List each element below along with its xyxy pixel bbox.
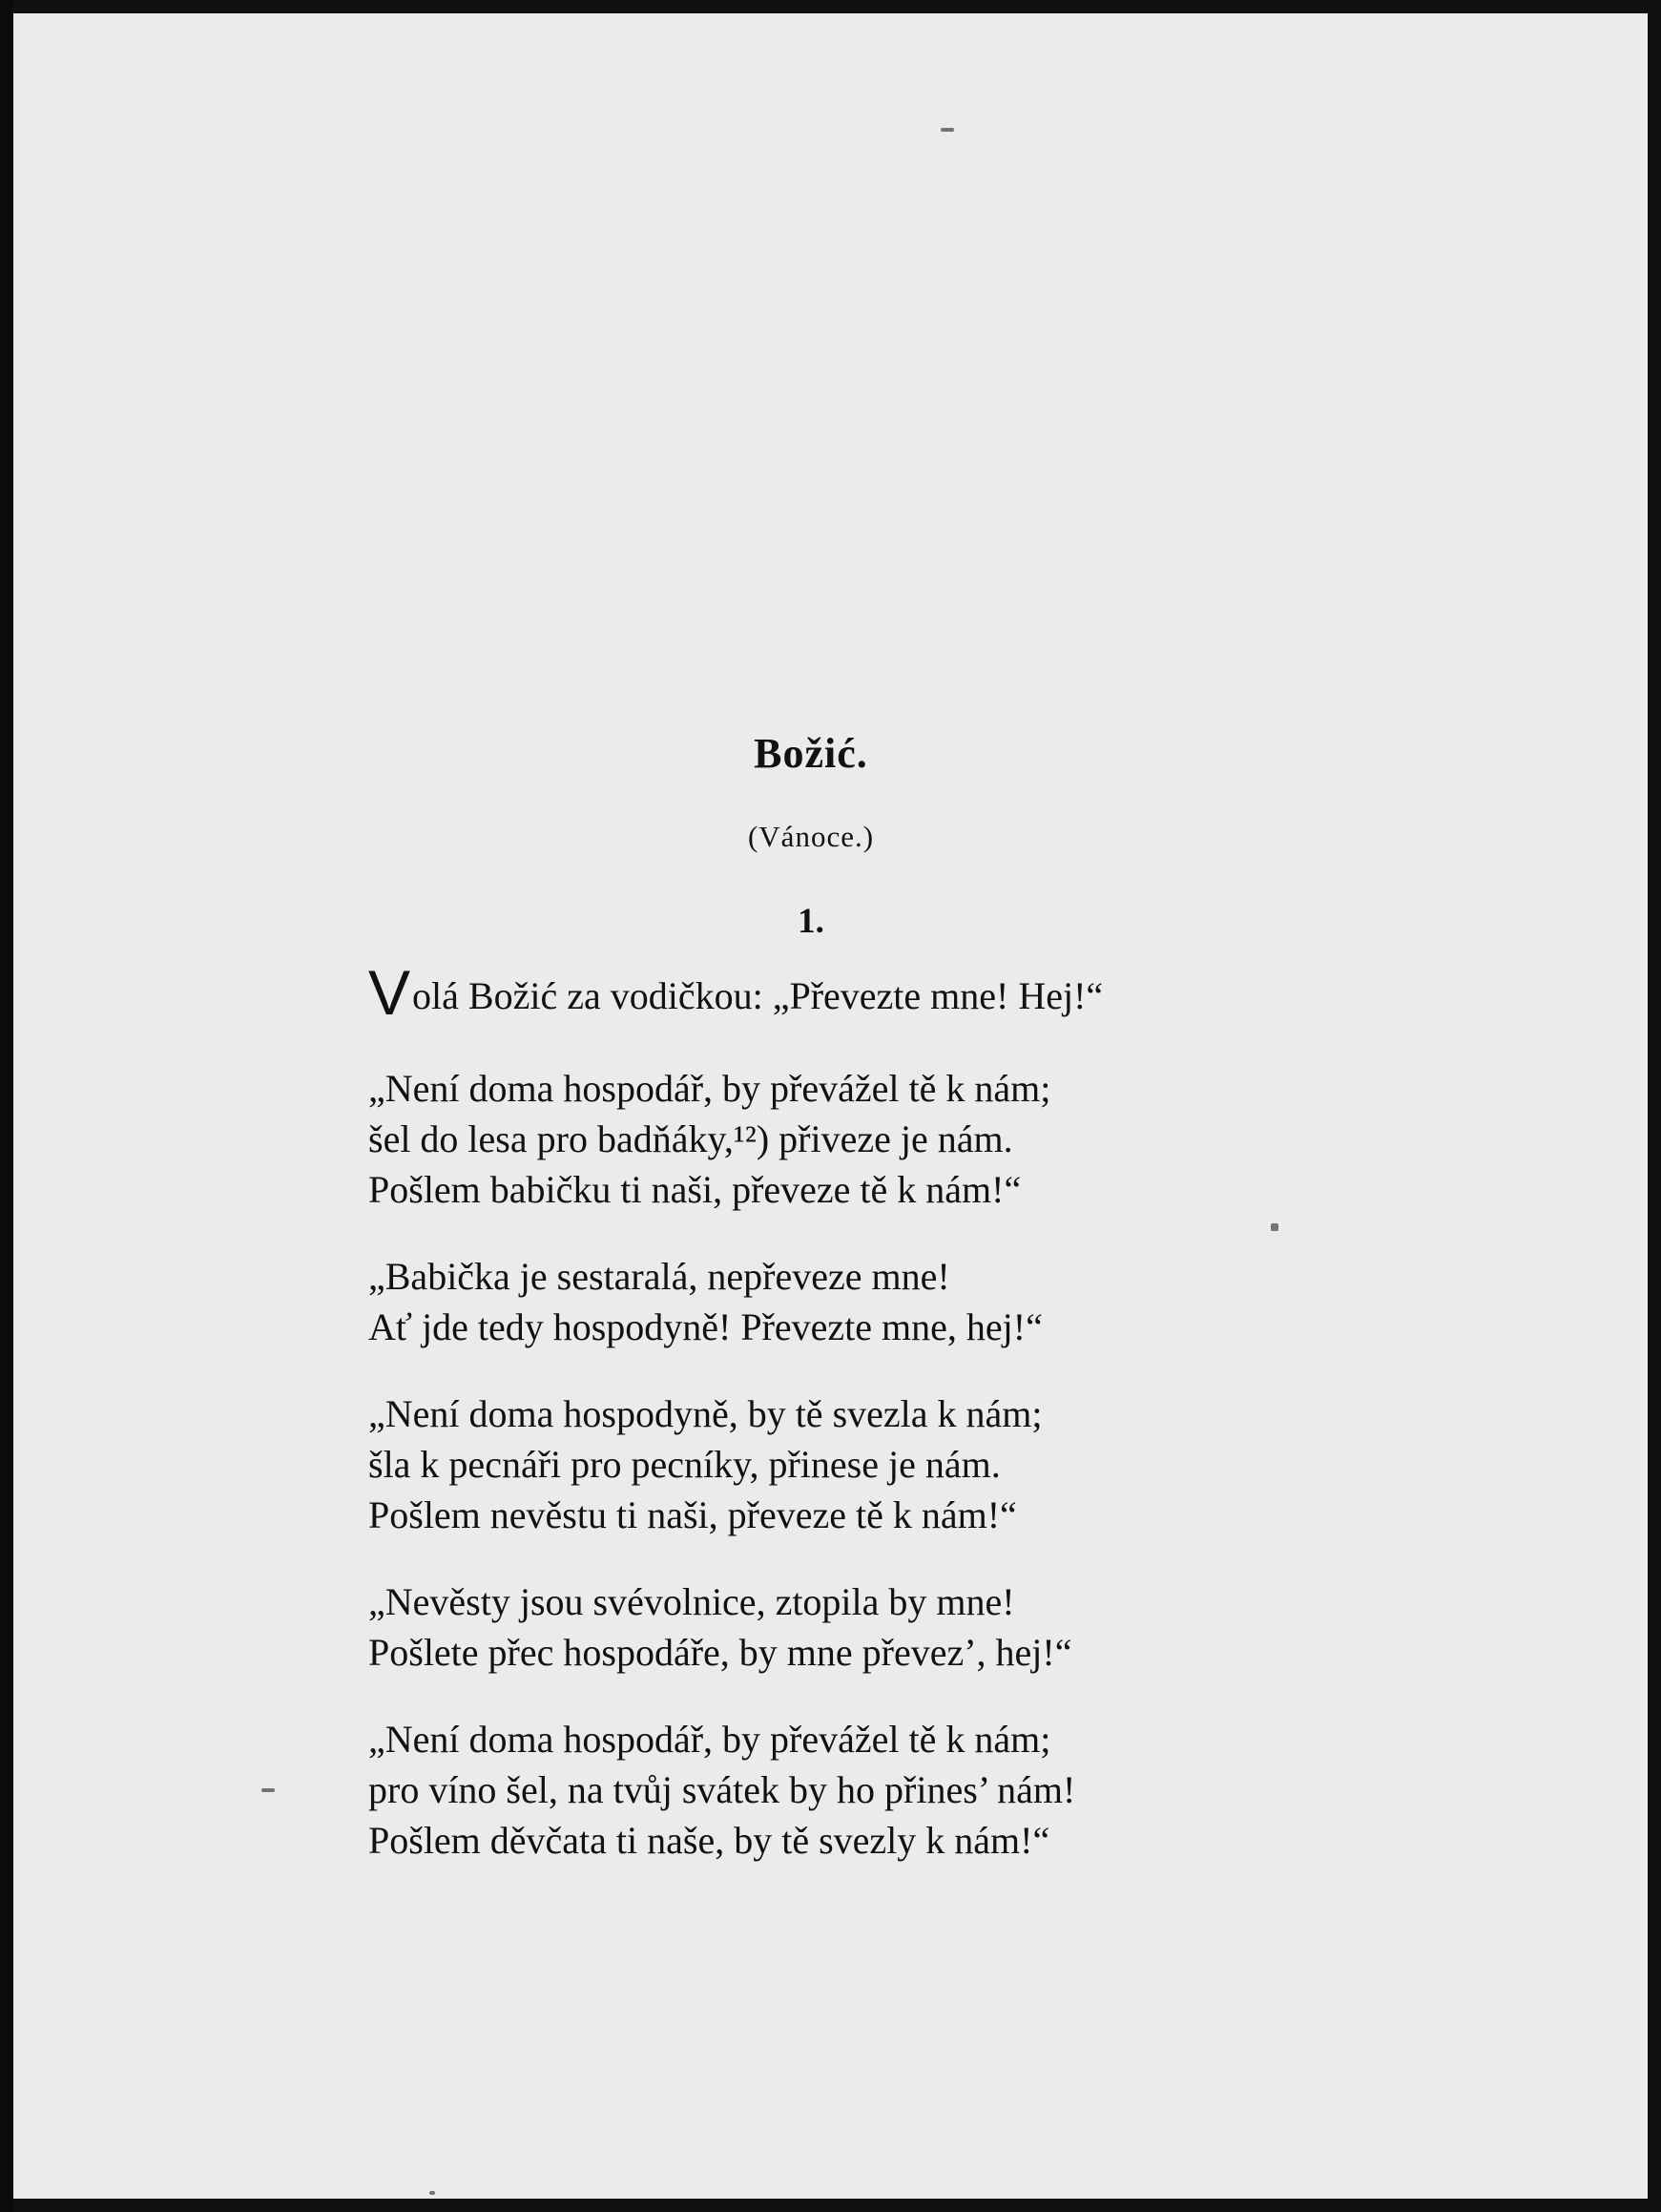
poem-line: Ať jde tedy hospodyně! Převezte mne, hej!“ [368,1305,1043,1348]
poem-line: „Nevěsty jsou svévolnice, ztopila by mne! [368,1580,1015,1623]
page-binding-edge [0,0,13,2212]
poem-line: „Není doma hospodář, by převážel tě k nám; [368,1718,1051,1761]
scanned-page [13,13,1648,2199]
poem-line: Pošlem nevěstu ti naši, převeze tě k nám!“ [368,1493,1017,1536]
drop-cap: V [368,957,411,1028]
poem-line: „Není doma hospodář, by převážel tě k nám; [368,1067,1051,1110]
poem-content [13,13,1648,2199]
stanza [368,1388,1322,1540]
section-number: 1. [798,902,824,941]
poem-line: šla k pecnáři pro pecníky, přinese je nám. [368,1443,1001,1486]
poem-line: Pošlem děvčata ti naše, by tě svezly k nám!“ [368,1819,1050,1862]
poem-title: Božić. [754,730,868,777]
stanza [368,1714,1322,1866]
poem-line: šel do lesa pro badňáky,¹²) přiveze je nám. [368,1117,1013,1160]
stanza [368,1063,1322,1215]
stanza [368,1576,1322,1678]
opening-line [368,957,1322,1028]
stanza [368,1251,1322,1352]
poem-line: pro víno šel, na tvůj svátek by ho přines’ nám! [368,1768,1076,1811]
poem-subtitle: (Vánoce.) [747,820,875,853]
poem-body [368,957,1322,1902]
poem-line: Pošlem babičku ti naši, převeze tě k nám!“ [368,1168,1022,1211]
poem-line [368,957,1322,1028]
opening-text: olá Božić za vodičkou: „Převezte mne! Hej!“ [412,974,1104,1017]
poem-line: „Není doma hospodyně, by tě svezla k nám; [368,1392,1043,1435]
poem-line: Pošlete přec hospodáře, by mne převez’, hej!“ [368,1631,1072,1674]
poem-line: „Babička je sestaralá, nepřeveze mne! [368,1255,950,1298]
